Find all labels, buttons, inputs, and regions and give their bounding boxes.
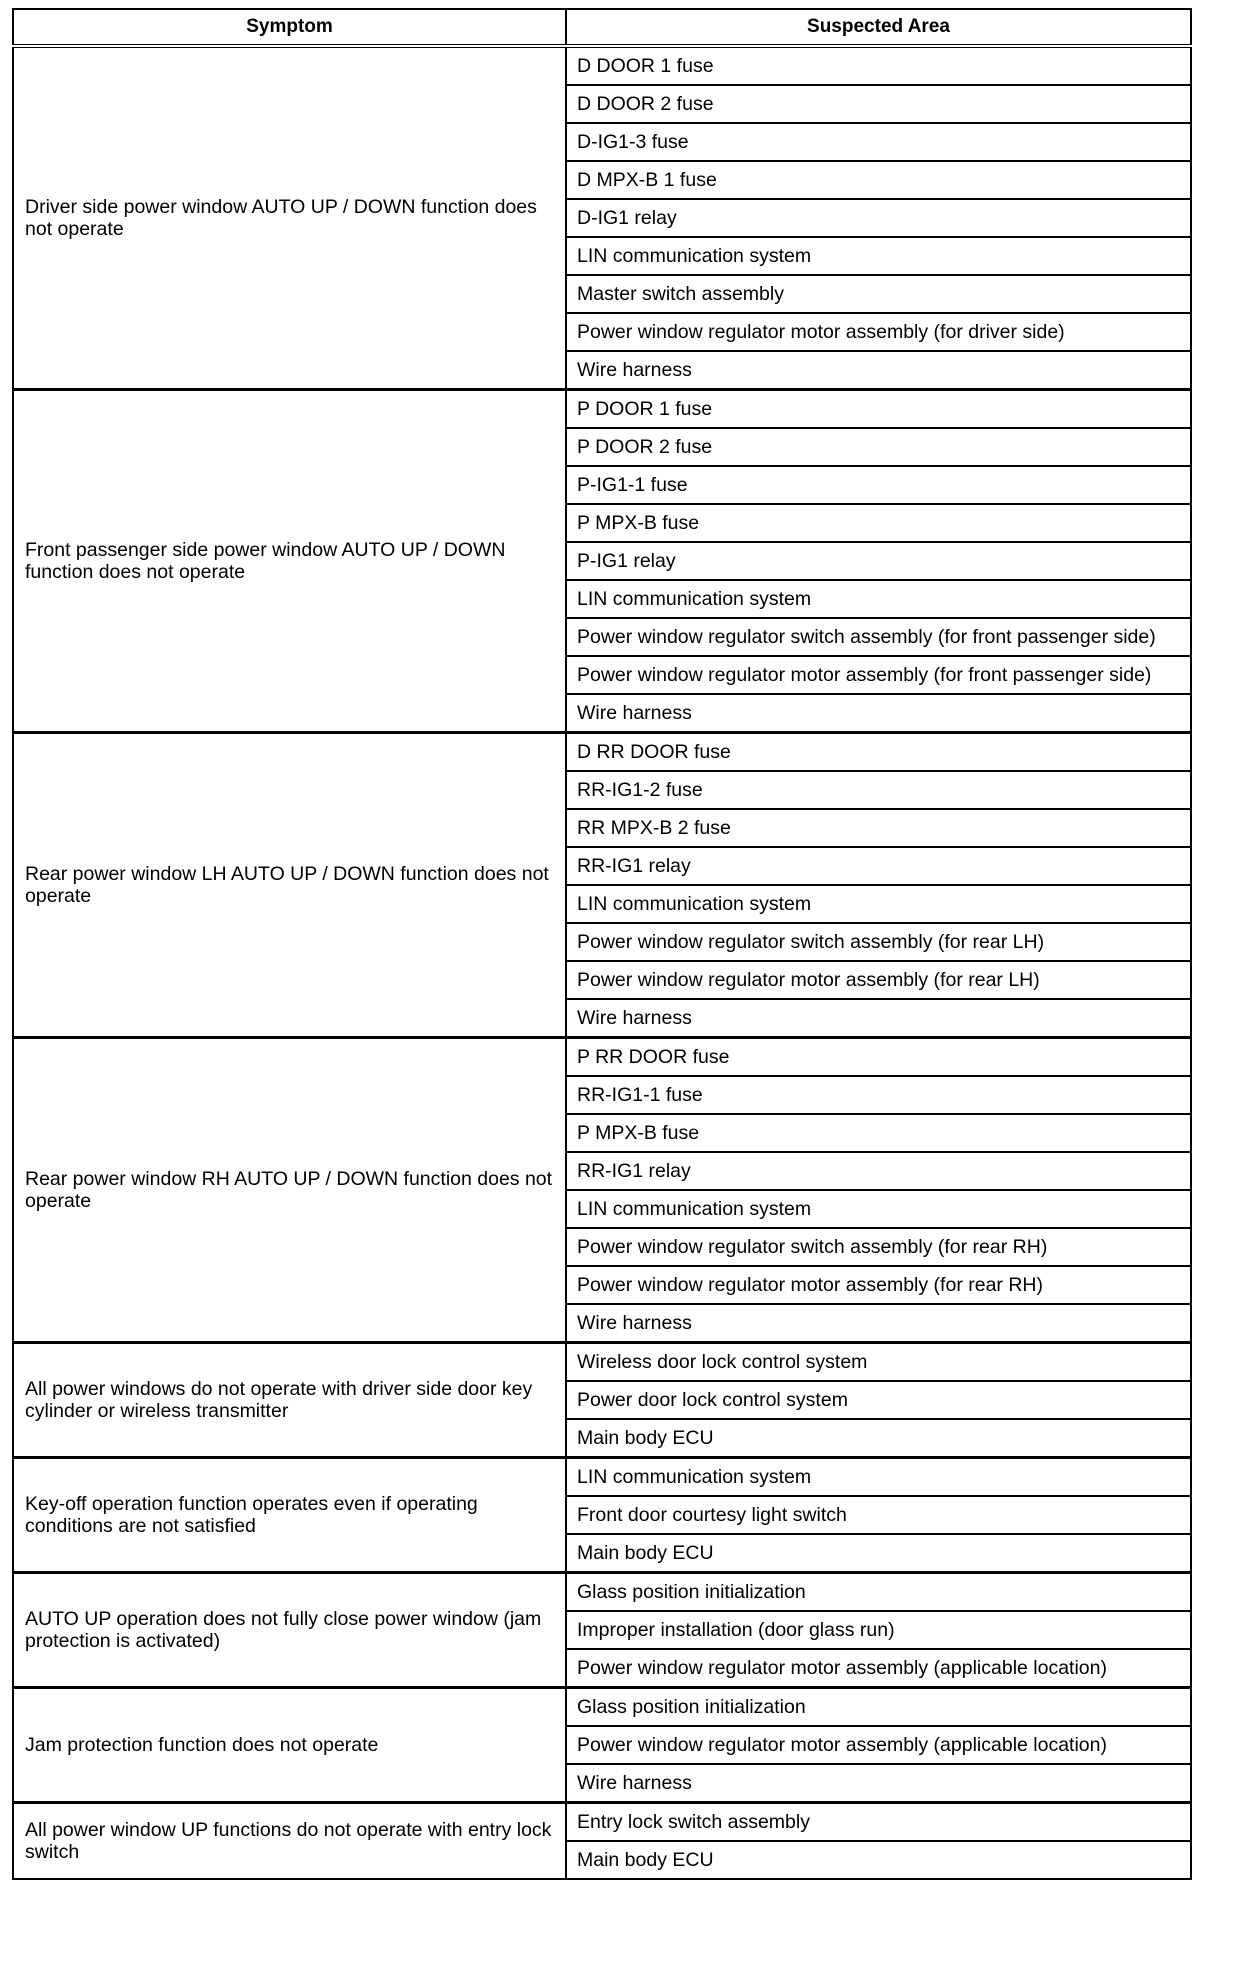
suspected-area-cell: Power window regulator switch assembly (for rear LH) [566, 923, 1191, 961]
suspected-area-cell: Wire harness [566, 694, 1191, 733]
table-row [13, 1458, 1191, 1497]
suspected-area-cell: RR-IG1-2 fuse [566, 771, 1191, 809]
suspected-area-cell: Improper installation (door glass run) [566, 1611, 1191, 1649]
suspected-area-cell: Wire harness [566, 1304, 1191, 1343]
symptom-cell: Jam protection function does not operate [13, 1688, 566, 1803]
suspected-area-cell: P MPX-B fuse [566, 504, 1191, 542]
suspected-area-cell: Wire harness [566, 351, 1191, 390]
suspected-area-cell: D DOOR 2 fuse [566, 85, 1191, 123]
suspected-area-cell: Entry lock switch assembly [566, 1803, 1191, 1842]
suspected-area-cell: P DOOR 2 fuse [566, 428, 1191, 466]
table-row [13, 1688, 1191, 1727]
suspected-area-cell: Power window regulator motor assembly (applicable location) [566, 1726, 1191, 1764]
header-symptom: Symptom [13, 9, 566, 46]
suspected-area-cell: Power window regulator motor assembly (for rear LH) [566, 961, 1191, 999]
suspected-area-cell: Power window regulator switch assembly (for rear RH) [566, 1228, 1191, 1266]
table-row [13, 1343, 1191, 1382]
suspected-area-cell: P DOOR 1 fuse [566, 390, 1191, 429]
troubleshooting-table [12, 8, 1192, 1880]
suspected-area-cell: Glass position initialization [566, 1688, 1191, 1727]
suspected-area-cell: Power window regulator switch assembly (for front passenger side) [566, 618, 1191, 656]
symptom-cell: Front passenger side power window AUTO UP / DOWN function does not operate [13, 390, 566, 733]
suspected-area-cell: P-IG1 relay [566, 542, 1191, 580]
suspected-area-cell: Wireless door lock control system [566, 1343, 1191, 1382]
suspected-area-cell: RR MPX-B 2 fuse [566, 809, 1191, 847]
symptom-cell: All power window UP functions do not operate with entry lock switch [13, 1803, 566, 1880]
suspected-area-cell: LIN communication system [566, 1190, 1191, 1228]
suspected-area-cell: Power window regulator motor assembly (for driver side) [566, 313, 1191, 351]
table-row [13, 1573, 1191, 1612]
symptom-cell: Rear power window LH AUTO UP / DOWN function does not operate [13, 733, 566, 1038]
suspected-area-cell: Power window regulator motor assembly (for front passenger side) [566, 656, 1191, 694]
suspected-area-cell: Wire harness [566, 999, 1191, 1038]
suspected-area-cell: P MPX-B fuse [566, 1114, 1191, 1152]
suspected-area-cell: Main body ECU [566, 1419, 1191, 1458]
symptom-cell: Driver side power window AUTO UP / DOWN function does not operate [13, 46, 566, 390]
table-row [13, 733, 1191, 772]
table-body [13, 46, 1191, 1879]
suspected-area-cell: P-IG1-1 fuse [566, 466, 1191, 504]
suspected-area-cell: Master switch assembly [566, 275, 1191, 313]
suspected-area-cell: Main body ECU [566, 1841, 1191, 1879]
suspected-area-cell: LIN communication system [566, 237, 1191, 275]
suspected-area-cell: Power door lock control system [566, 1381, 1191, 1419]
suspected-area-cell: RR-IG1 relay [566, 847, 1191, 885]
suspected-area-cell: D-IG1 relay [566, 199, 1191, 237]
symptom-cell: AUTO UP operation does not fully close power window (jam protection is activated) [13, 1573, 566, 1688]
suspected-area-cell: Glass position initialization [566, 1573, 1191, 1612]
table-row [13, 390, 1191, 429]
suspected-area-cell: RR-IG1 relay [566, 1152, 1191, 1190]
suspected-area-cell: D-IG1-3 fuse [566, 123, 1191, 161]
suspected-area-cell: D DOOR 1 fuse [566, 46, 1191, 85]
header-suspected-area: Suspected Area [566, 9, 1191, 46]
header-row [13, 9, 1191, 46]
suspected-area-cell: LIN communication system [566, 580, 1191, 618]
suspected-area-cell: Main body ECU [566, 1534, 1191, 1573]
suspected-area-cell: RR-IG1-1 fuse [566, 1076, 1191, 1114]
table-row [13, 1803, 1191, 1842]
table-row [13, 1038, 1191, 1077]
suspected-area-cell: D RR DOOR fuse [566, 733, 1191, 772]
symptom-cell: Key-off operation function operates even if operating conditions are not satisfied [13, 1458, 566, 1573]
suspected-area-cell: Front door courtesy light switch [566, 1496, 1191, 1534]
symptom-cell: Rear power window RH AUTO UP / DOWN function does not operate [13, 1038, 566, 1343]
suspected-area-cell: P RR DOOR fuse [566, 1038, 1191, 1077]
suspected-area-cell: Power window regulator motor assembly (applicable location) [566, 1649, 1191, 1688]
suspected-area-cell: LIN communication system [566, 885, 1191, 923]
suspected-area-cell: Wire harness [566, 1764, 1191, 1803]
table-row [13, 46, 1191, 85]
symptom-cell: All power windows do not operate with driver side door key cylinder or wireless transmitter [13, 1343, 566, 1458]
suspected-area-cell: LIN communication system [566, 1458, 1191, 1497]
suspected-area-cell: D MPX-B 1 fuse [566, 161, 1191, 199]
suspected-area-cell: Power window regulator motor assembly (for rear RH) [566, 1266, 1191, 1304]
